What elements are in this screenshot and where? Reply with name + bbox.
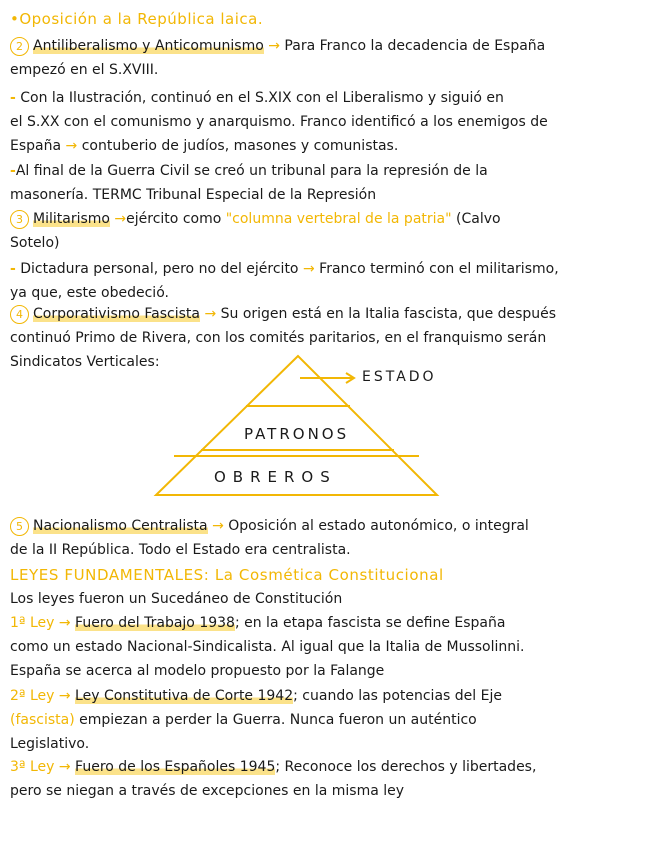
point-4-title: Corporativismo Fascista — [33, 306, 200, 322]
point-2-line2: empezó en el S.XVIII. — [10, 62, 159, 78]
point-3-quote: "columna vertebral de la patria" — [225, 211, 452, 227]
point-3-line2: Sotelo) — [10, 235, 60, 251]
leyes-heading: LEYES FUNDAMENTALES: La Cosmética Constitucional — [10, 566, 444, 584]
arrow-icon: → — [58, 615, 71, 631]
point-5-line2: de la II República. Todo el Estado era centralista. — [10, 542, 351, 558]
point-2-bullet-1b: el S.XX con el comunismo y anarquismo. Franco identificó a los enemigos de — [10, 114, 548, 130]
ley-3-name: Fuero de los Españoles 1945 — [75, 759, 276, 775]
number-3-badge: 3 — [10, 210, 29, 229]
point-4-text: Su origen está en la Italia fascista, que después — [220, 306, 557, 322]
ley-2 — [10, 687, 650, 705]
pyramid-label-estado: ESTADO — [362, 369, 437, 385]
arrow-icon: → — [212, 518, 224, 534]
ley-2-label: 2ª Ley — [10, 688, 55, 704]
point-3-text-rest: (Calvo — [456, 211, 501, 227]
arrow-icon: → — [204, 306, 217, 322]
ley-1-text: ; en la etapa fascista se define España — [234, 615, 506, 631]
number-5-badge: 5 — [10, 517, 29, 536]
ley-2-name: Ley Constitutiva de Corte 1942 — [75, 688, 294, 704]
bullet-text: contuberio de judíos, masones y comunistas. — [81, 138, 399, 154]
ley-3 — [10, 758, 650, 776]
ley-1-line3: España se acerca al modelo propuesto por la Falange — [10, 663, 385, 679]
point-2-title: Antiliberalismo y Anticomunismo — [33, 38, 264, 54]
leyes-intro: Los leyes fueron un Sucedáneo de Constitución — [10, 591, 343, 607]
arrow-icon: → — [302, 261, 315, 277]
arrow-icon: → — [114, 211, 127, 227]
ley-3-text: ; Reconoce los derechos y libertades, — [275, 759, 537, 775]
point-3-text: ejército como — [126, 211, 222, 227]
dash-icon: ‑ — [10, 90, 16, 106]
bullet-text: Al final de la Guerra Civil se creó un tribunal para la represión de la — [15, 163, 488, 179]
section-heading: •Oposición a la República laica. — [10, 10, 264, 28]
dash-icon: ‑ — [10, 163, 16, 179]
bullet-text: España — [10, 138, 62, 154]
arrow-icon: → — [65, 138, 78, 154]
ley-1-name: Fuero del Trabajo 1938 — [75, 615, 235, 631]
point-2-bullet-2b: masonería. TERMC Tribunal Especial de la Represión — [10, 187, 377, 203]
bullet-text: Franco terminó con el militarismo, — [319, 261, 559, 277]
bullet-text: Con la Ilustración, continuó en el S.XIX con el Liberalismo y siguió en — [20, 90, 504, 106]
ley-3-label: 3ª Ley — [10, 759, 55, 775]
pyramid-label-obreros: OBREROS — [214, 468, 337, 486]
point-3-title: Militarismo — [33, 211, 110, 227]
ley-3-line2: pero se niegan a través de excepciones en la misma ley — [10, 783, 405, 799]
ley-2-paren: (fascista) — [10, 712, 75, 728]
bullet-text: Dictadura personal, pero no del ejército — [20, 261, 299, 277]
point-5-title: Nacionalismo Centralista — [33, 518, 208, 534]
point-5 — [10, 517, 650, 536]
point-4-line2: continuó Primo de Rivera, con los comités paritarios, en el franquismo serán — [10, 330, 547, 346]
number-4-badge: 4 — [10, 305, 29, 324]
pyramid-label-patronos: PATRONOS — [244, 425, 350, 443]
ley-2-line2 — [10, 711, 650, 729]
point-4-line3: Sindicatos Verticales: — [10, 354, 160, 370]
point-3-bullet-b: ya que, este obedeció. — [10, 285, 169, 301]
point-5-text: Oposición al estado autonómico, o integral — [228, 518, 529, 534]
point-2-text: Para Franco la decadencia de España — [284, 38, 546, 54]
arrow-icon: → — [58, 688, 71, 704]
arrow-icon: → — [268, 38, 280, 54]
ley-1-label: 1ª Ley — [10, 615, 55, 631]
number-2-badge: 2 — [10, 37, 29, 56]
ley-1-line2: como un estado Nacional-Sindicalista. Al igual que la Italia de Mussolinni. — [10, 639, 525, 655]
dash-icon: ‑ — [10, 261, 16, 277]
ley-1 — [10, 614, 650, 632]
ley-2-line3: Legislativo. — [10, 736, 90, 752]
ley-2-text: ; cuando las potencias del Eje — [293, 688, 502, 704]
ley-2-text-2: empiezan a perder la Guerra. Nunca fueron un auténtico — [79, 712, 477, 728]
arrow-icon: → — [58, 759, 71, 775]
